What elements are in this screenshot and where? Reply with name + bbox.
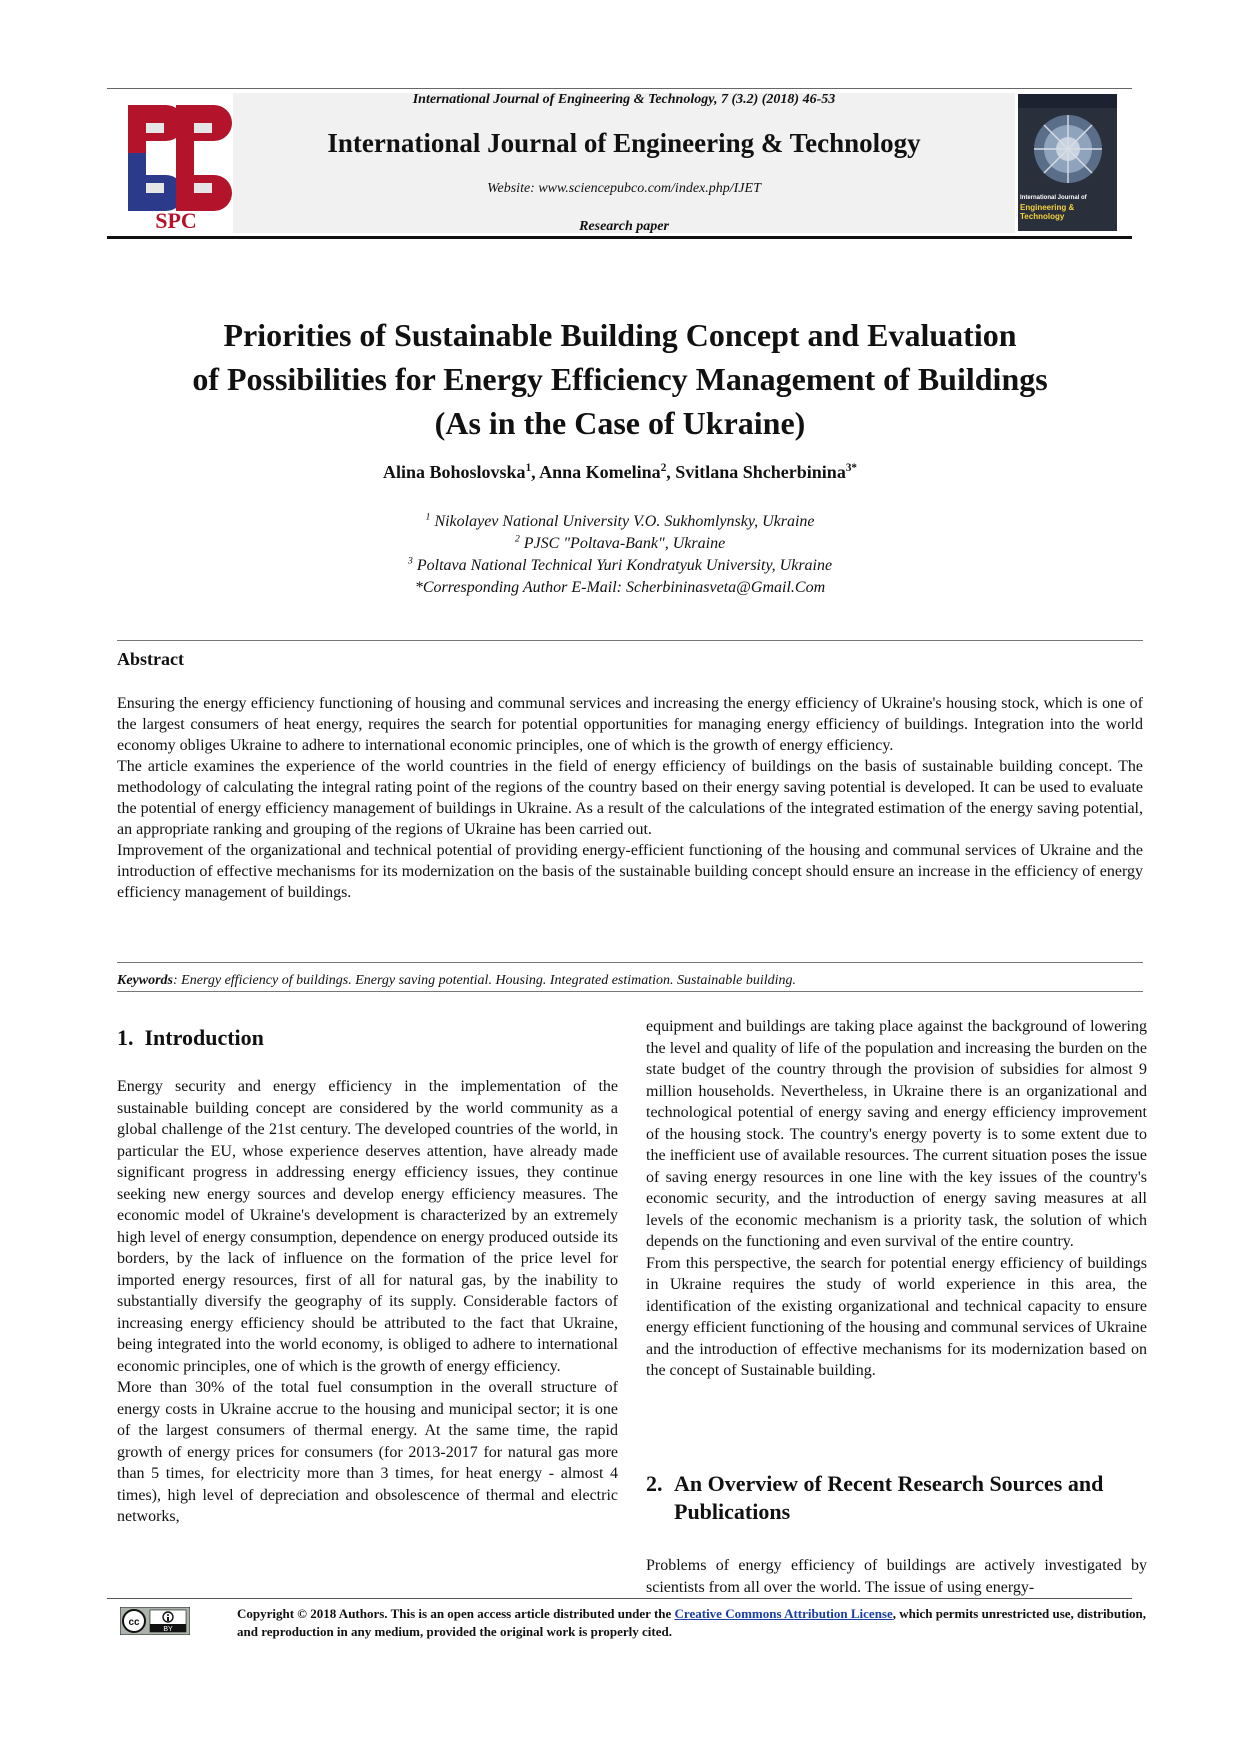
author-affil-mark: 2 bbox=[660, 462, 667, 474]
cover-title-line2: Engineering & Technology bbox=[1020, 203, 1075, 221]
author-name: Svitlana Shcherbinina bbox=[675, 462, 846, 482]
copyright-notice bbox=[237, 1605, 1147, 1641]
section-title: An Overview of Recent Research Sources and Publications bbox=[674, 1471, 1104, 1524]
header-bottom-rule bbox=[107, 236, 1132, 239]
keywords-label: Keywords bbox=[117, 973, 173, 988]
left-column bbox=[117, 1076, 618, 1528]
title-line-3: (As in the Case of Ukraine) bbox=[434, 405, 806, 441]
section2-body bbox=[646, 1555, 1147, 1598]
section-number: 2. bbox=[646, 1471, 663, 1496]
section-title: Introduction bbox=[144, 1025, 264, 1050]
affiliation bbox=[110, 511, 1130, 533]
author-separator: , bbox=[666, 462, 676, 482]
journal-ref-name: International Journal of Engineering & Technology bbox=[412, 92, 714, 107]
header-band bbox=[233, 93, 1015, 233]
cover-title bbox=[1020, 194, 1115, 221]
spc-logo bbox=[120, 95, 232, 233]
author-name: Alina Bohoslovska bbox=[383, 462, 526, 482]
affil-text: Nikolayev National University V.O. Sukhomlynsky, Ukraine bbox=[430, 513, 815, 530]
title-line-1: Priorities of Sustainable Building Concept and Evaluation bbox=[223, 317, 1017, 353]
affil-mark: 3 bbox=[407, 555, 413, 567]
keywords-bottom-rule bbox=[117, 991, 1143, 992]
abstract-paragraph: The article examines the experience of the world countries in the field of energy efficiency of buildings on the basis of sustainable building concept. The methodology of calculating the integral rating point of the regions of the country based on their energy saving potential is developed. It can be used to evaluate the potential of energy efficiency management of buildings in Ukraine. As a result of the calculations of the integrated estimation of the energy saving potential, an appropriate ranking and grouping of the regions of Ukraine has been carried out. bbox=[117, 758, 1143, 838]
logo-text: SPC bbox=[155, 208, 197, 233]
corresponding-author: *Corresponding Author E-Mail: Scherbininasveta@Gmail.Com bbox=[414, 579, 826, 596]
journal-name: International Journal of Engineering & Technology bbox=[327, 128, 921, 158]
paper-type: Research paper bbox=[579, 219, 669, 234]
affiliations bbox=[110, 511, 1130, 599]
copyright-text-end: , which permits unrestricted use, distribution, and reproduction in any medium, provided the original work is properly cited. bbox=[237, 1606, 1147, 1639]
title-line-2: of Possibilities for Energy Efficiency Management of Buildings bbox=[192, 361, 1048, 397]
affil-text: Poltava National Technical Yuri Kondratyuk University, Ukraine bbox=[412, 557, 833, 574]
section-heading-overview bbox=[646, 1470, 1147, 1526]
section-heading-introduction bbox=[117, 1025, 264, 1051]
abstract-body bbox=[117, 693, 1143, 903]
author-affil-mark: 1 bbox=[525, 462, 532, 474]
body-paragraph: From this perspective, the search for potential energy efficiency of buildings in Ukraine requires the study of world experience in this area, the identification of the existing organizational and technical capacity to ensure energy efficient functioning of the housing and communal services of Ukraine and the introduction of effective mechanisms for its modernization based on the concept of Sustainable building. bbox=[646, 1254, 1147, 1379]
journal-cover-image bbox=[1018, 94, 1117, 231]
abstract-paragraph: Ensuring the energy efficiency functioning of housing and communal services and increasing the energy efficiency of Ukraine's housing stock, which is one of the largest consumers of heat energy, requires the search for potential opportunities for managing energy efficiency of buildings. Integration into the world economy obliges Ukraine to adhere to international economic principles, one of which is the growth of energy efficiency. bbox=[117, 695, 1143, 754]
svg-text:cc: cc bbox=[128, 1617, 140, 1628]
footer-rule bbox=[107, 1598, 1132, 1599]
article-title bbox=[110, 313, 1130, 445]
abstract-paragraph: Improvement of the organizational and technical potential of providing energy-efficient functioning of the housing and communal services of Ukraine and the introduction of effective mechanisms for its modernization on the basis of the sustainable building concept should ensure an increase in the efficiency of energy efficiency management of buildings. bbox=[117, 842, 1143, 901]
keywords-text: : Energy efficiency of buildings. Energy saving potential. Housing. Integrated estimation. Sustainable building. bbox=[173, 973, 797, 988]
header-top-rule bbox=[107, 88, 1132, 89]
affil-mark: 1 bbox=[425, 511, 431, 523]
affiliation bbox=[110, 533, 1130, 555]
body-paragraph: Problems of energy efficiency of buildings are actively investigated by scientists from all over the world. The issue of using energy- bbox=[646, 1557, 1147, 1596]
journal-ref-volume: , 7 (3.2) (2018) 46-53 bbox=[713, 92, 836, 107]
abstract-top-rule bbox=[117, 640, 1143, 641]
affiliation bbox=[110, 555, 1130, 577]
license-link[interactable]: Creative Commons Attribution License bbox=[674, 1606, 893, 1621]
author-separator: , bbox=[531, 462, 540, 482]
author-list bbox=[110, 462, 1130, 483]
author-name: Anna Komelina bbox=[539, 462, 661, 482]
cc-by-label: BY bbox=[163, 1626, 173, 1633]
affil-text: PJSC "Poltava-Bank", Ukraine bbox=[519, 535, 726, 552]
author-affil-mark: 3* bbox=[845, 462, 857, 474]
creative-commons-badge bbox=[120, 1607, 190, 1635]
body-paragraph: equipment and buildings are taking place against the background of lowering the level and quality of life of the population and increasing the burden on the state budget of the country through the provision of subsidies for almost 9 million households. Nevertheless, in Ukraine there is an organizational and technological potential of energy saving and energy efficiency improvement of the housing stock. The country's energy poverty is to some extent due to the inefficient use of available resources. The current situation poses the issue of saving energy resources in one line with the key issues of the country's economic security, and the introduction of energy saving measures at all levels of the economic mechanism is a priority task, the solution of which depends on the functioning and even survival of the entire country. bbox=[646, 1018, 1147, 1250]
body-paragraph: More than 30% of the total fuel consumption in the overall structure of energy costs in Ukraine accrue to the housing and municipal sector; it is one of the largest consumers of thermal energy. At the same time, the rapid growth of energy prices for consumers (for 2013-2017 for natural gas more than 5 times, for electricity more than 3 times, for heat energy - almost 4 times), high level of depreciation and obsolescence of thermal and electric networks, bbox=[117, 1379, 618, 1525]
abstract-heading: Abstract bbox=[117, 649, 184, 669]
journal-website: Website: www.sciencepubco.com/index.php/IJET bbox=[487, 181, 761, 196]
copyright-text: Copyright © 2018 Authors. This is an open access article distributed under the bbox=[237, 1606, 675, 1621]
journal-reference bbox=[233, 92, 1015, 108]
body-paragraph: Energy security and energy efficiency in the implementation of the sustainable building concept are considered by the world community as a global challenge of the 21st century. The developed countries of the world, in particular the EU, whose experience deserves attention, have already made significant progress in addressing energy efficiency issues, they continue seeking new energy sources and develop energy efficiency measures. The economic model of Ukraine's development is characterized by an extremely high level of energy consumption, dependence on energy produced outside its borders, by the lack of influence on the formation of the price level for imported energy resources, first of all for natural gas, by the inability to substantially diversify the geography of its supply. Considerable factors of increasing energy efficiency should be attributed to the fact that Ukraine, being integrated into the world economy, is obliged to adhere to international economic principles, one of which is the growth of energy efficiency. bbox=[117, 1078, 618, 1375]
right-column bbox=[646, 1016, 1147, 1382]
cover-title-line1: International Journal of bbox=[1020, 195, 1087, 201]
keywords bbox=[117, 973, 1143, 989]
section-number: 1. bbox=[117, 1025, 134, 1050]
affil-mark: 2 bbox=[514, 533, 520, 545]
keywords-top-rule bbox=[117, 962, 1143, 963]
